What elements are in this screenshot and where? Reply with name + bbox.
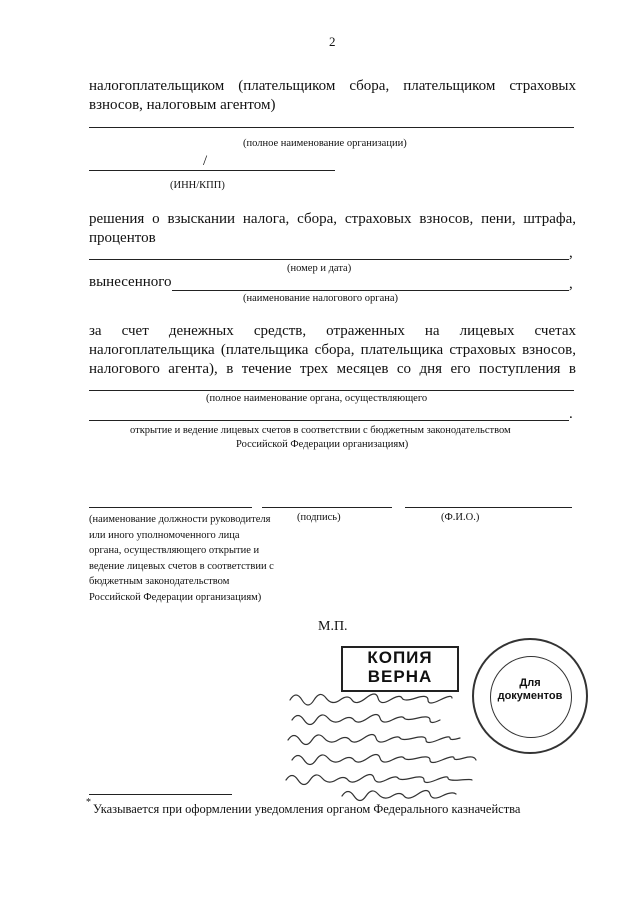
tax-authority-line (172, 290, 569, 291)
stamp-line-2: ВЕРНА (367, 667, 433, 686)
fio-line (405, 507, 572, 508)
seal-line-1: Для (519, 677, 541, 689)
accounts-line-1: за счет денежных средств, отраженных на лицевых счетах (89, 323, 576, 339)
decision-line-1: решения о взыскании налога, сбора, страховых взносов, пени, штрафа, (89, 211, 576, 227)
body-period: . (569, 406, 573, 422)
body-line-2 (89, 420, 569, 421)
stamp-line-1: КОПИЯ (367, 648, 433, 667)
footnote-mark: * (86, 797, 91, 808)
issued-label: вынесенного (89, 274, 172, 290)
body-line-1 (89, 390, 574, 391)
intro-line-1: налогоплательщиком (плательщиком сбора, плательщиком страховых (89, 78, 576, 94)
accounts-line-2: налогоплательщика (плательщика сбора, плательщика страховых взносов, (89, 342, 576, 358)
tax-authority-caption: (наименование налогового органа) (243, 293, 399, 304)
intro-line-2: взносов, налоговым агентом) (89, 97, 276, 113)
org-name-line (89, 127, 574, 128)
inn-caption: (ИНН/КПП) (170, 180, 225, 191)
org-name-caption: (полное наименование организации) (243, 138, 407, 149)
footnote-text: Указывается при оформлении уведомления органом Федерального казначейства (93, 802, 521, 816)
inn-line (89, 170, 335, 171)
body-caption-2: открытие и ведение лицевых счетов в соответствии с бюджетным законодательством (130, 425, 511, 436)
position-line (89, 507, 252, 508)
fio-caption: (Ф.И.О.) (441, 512, 480, 523)
handwritten-annotation (282, 684, 547, 804)
sign-line (262, 507, 392, 508)
decision-line-2: процентов (89, 230, 156, 246)
number-date-comma: , (569, 245, 573, 261)
seal-line-2: документов (497, 690, 563, 702)
sign-caption: (подпись) (297, 512, 341, 523)
tax-authority-comma: , (569, 276, 573, 292)
page-number: 2 (329, 34, 336, 49)
mp-label: М.П. (318, 619, 348, 634)
body-caption-1: (полное наименование органа, осуществляющего (206, 393, 428, 404)
inn-slash: / (203, 153, 208, 169)
accounts-line-3: налогового агента), в течение трех месяцев со дня его поступления в (89, 361, 576, 377)
footnote-line (89, 794, 232, 795)
number-date-line (89, 259, 569, 260)
number-date-caption: (номер и дата) (287, 263, 352, 274)
body-caption-3: Российской Федерации организациям) (236, 439, 409, 450)
position-caption: (наименование должности руководителя или иного уполномоченного лица органа, осуществляющего открытие и ведение лицевых счетов в соответствии с бюджетным законодательством Российской Федерации организациям) (89, 514, 274, 603)
